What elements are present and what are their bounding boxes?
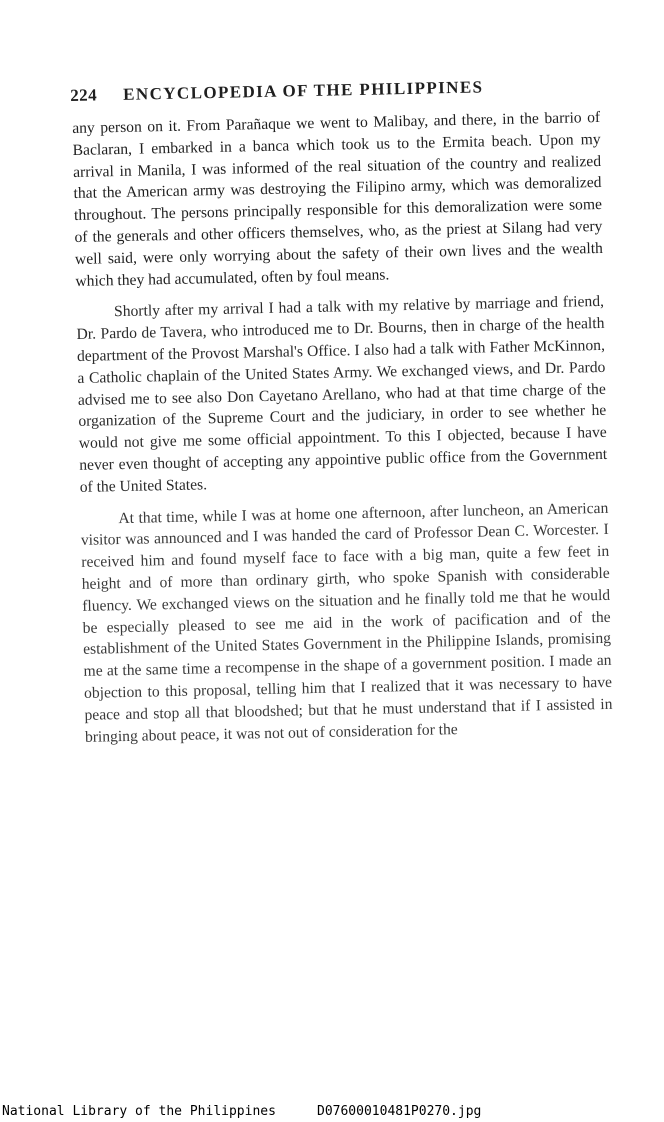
page-number: 224 — [70, 85, 98, 105]
footer-source: National Library of the Philippines — [2, 1104, 276, 1119]
paragraph-1: any person on it. From Parañaque we went to Malibay, and there, in the barrio of Baclaran, I embarked in a banca which took us to the Ermita beach. Upon my arrival in Manila, I was informed of the real situation of the country and realized that the American army was destroying the Filipino army, which was demoralized throughout. The persons principally responsible for this demoralization were some of the generals and other officers themselves, who, as the priest at Silang had very well said, were only worrying about the safety of their own lives and the wealth which they had accumulated, often by foul means. — [72, 108, 604, 290]
scan-footer — [0, 1104, 664, 1122]
paragraph-3: At that time, while I was at home one afternoon, after luncheon, an American visitor was announced and I was handed the card of Professor Dean C. Worcester. I received him and found myself face to face with a big man, quite a few feet in height and of more than ordinary girth, who spoke Spanish with considerable fluency. We exchanged views on the situation and he finally told me that he would be especially pleased to see me aid in the work of pacification and of the establishment of the United States Government in the Philippine Islands, promising me at the same time a recompense in the shape of a government position. I made an objection to this proposal, telling him that I realized that it was necessary to have peace and stop all that bloodshed; but that he must understand that if I assisted in bringing about peace, it was not out of consideration for the — [80, 499, 613, 746]
page-header — [70, 75, 600, 106]
paragraph-2: Shortly after my arrival I had a talk with my relative by marriage and friend, Dr. Pardo de Tavera, who introduced me to Dr. Bourns, then in charge of the health department of the Provost Marshal's Office. I also had a talk with Father McKinnon, a Catholic chaplain of the United States Army. We exchanged views, and Dr. Pardo advised me to see also Don Cayetano Arellano, who had at that time charge of the organization of the Supreme Court and the judiciary, in order to see whether he would not give me some official appointment. To this I objected, because I have never even thought of accepting any appointive public office from the Government of the United States. — [76, 293, 608, 496]
body-text — [72, 107, 613, 758]
running-title: ENCYCLOPEDIA OF THE PHILIPPINES — [122, 77, 484, 104]
footer-filename: D07600010481P0270.jpg — [317, 1104, 482, 1119]
